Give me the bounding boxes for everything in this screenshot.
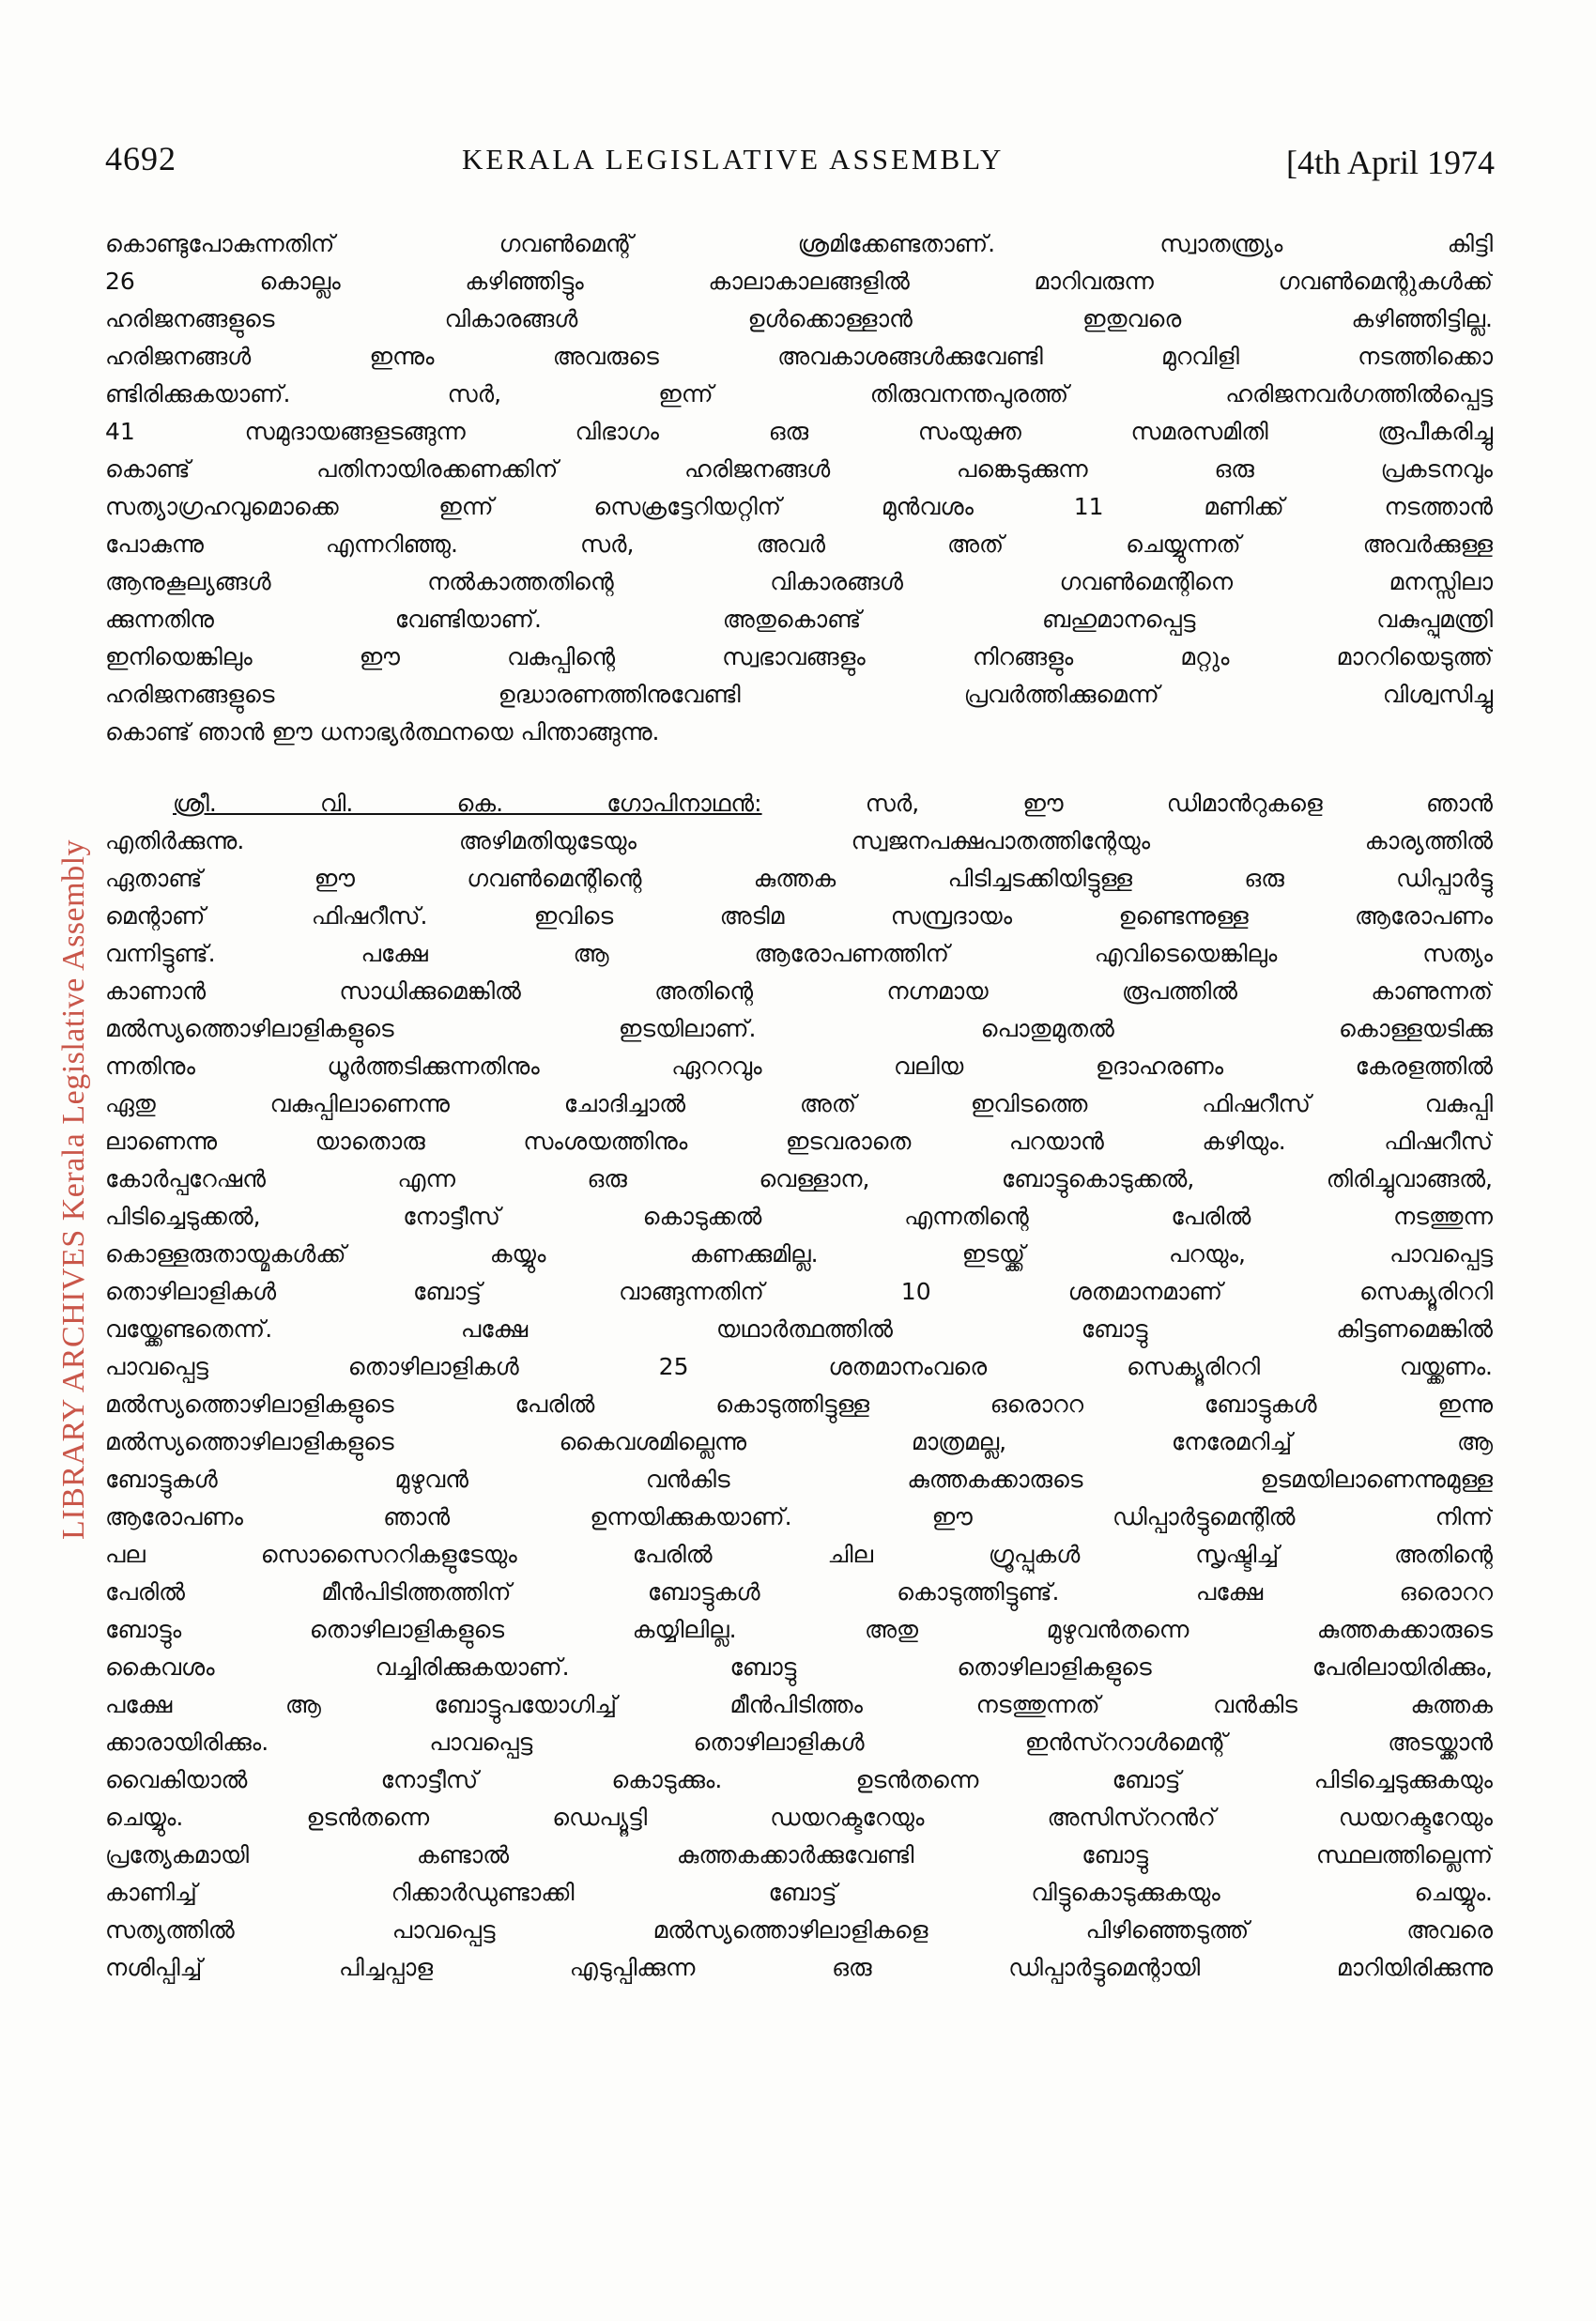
paragraph-gap (105, 751, 1493, 785)
sitting-date: [4th April 1974 (1286, 144, 1495, 181)
text-line: മെന്റാണ് ഫിഷറീസ്. ഇവിടെ അടിമ സമ്പ്രദായം ഉണ്ടെന്നുള്ള ആരോപണം (105, 902, 1493, 930)
text-line: പാവപ്പെട്ട തൊഴിലാളികൾ 25 ശതമാനംവരെ സെക്യൂരിററി വയ്ക്കണം. (105, 1353, 1493, 1380)
text-line: 41 സമുദായങ്ങളടങ്ങുന്ന വിഭാഗം ഒരു സംയുക്ത സമരസമിതി രൂപീകരിച്ചു (105, 418, 1493, 445)
running-title: KERALA LEGISLATIVE ASSEMBLY (462, 143, 1005, 176)
text-line: മൽസ്യത്തൊഴിലാളികളുടെ പേരിൽ കൊടുത്തിട്ടുള്ള ഒരൊററ ബോട്ടുകൾ ഇന്നു (105, 1391, 1493, 1418)
text-line: പോകുന്നു എന്നറിഞ്ഞു. സർ, അവർ അത് ചെയ്യുന്നത് അവർക്കുള്ള (105, 530, 1493, 558)
text-line: കാണിച്ച് റിക്കാർഡുണ്ടാക്കി ബോട്ട് വിട്ടുകൊടുക്കുകയും ചെയ്യും. (105, 1879, 1493, 1906)
text-line: എതിർക്കുന്നു. അഴിമതിയുടേയും സ്വജനപക്ഷപാതത്തിന്റേയും കാര്യത്തിൽ (105, 827, 1493, 854)
text-line: ഏതാണ്ട് ഈ ഗവൺമെന്റിന്റെ കുത്തക പിടിച്ചടക്കിയിട്ടുള്ള ഒരു ഡിപ്പാർട്ടു (105, 865, 1493, 892)
text-line: പക്ഷേ ആ ബോട്ടുപയോഗിച്ച് മീൻപിടിത്തം നടത്തുന്നത് വൻകിട കുത്തക (105, 1691, 1493, 1718)
text-line: മൽസ്യത്തൊഴിലാളികളുടെ കൈവശമില്ലെന്നു മാത്രമല്ല, നേരേമറിച്ച് ആ (105, 1428, 1493, 1455)
text-line: ക്കുന്നതിനു വേണ്ടിയാണ്. അതുകൊണ്ട് ബഹുമാനപ്പെട്ട വകുപ്പുമന്ത്രി (105, 606, 1493, 633)
text-line: കൊള്ളരുതായ്മകൾക്ക് കയ്യും കണക്കുമില്ല. ഇടയ്ക്ക് പറയും, പാവപ്പെട്ട (105, 1240, 1493, 1268)
text-line: വയ്ക്കേണ്ടതെന്ന്. പക്ഷേ യഥാർത്ഥത്തിൽ ബോട്ടു കിട്ടണമെങ്കിൽ (105, 1315, 1493, 1343)
page-header (105, 139, 1495, 186)
text-line: കൈവശം വച്ചിരിക്കുകയാണ്. ബോട്ടു തൊഴിലാളികളുടെ പേരിലായിരിക്കും, (105, 1653, 1493, 1681)
text-line: പിടിച്ചെടുക്കൽ, നോട്ടീസ് കൊടുക്കൽ എന്നതിന്റെ പേരിൽ നടത്തുന്ന (105, 1203, 1493, 1230)
text-line: സത്യത്തിൽ പാവപ്പെട്ട മൽസ്യത്തൊഴിലാളികളെ പിഴിഞ്ഞെടുത്ത് അവരെ (105, 1916, 1493, 1944)
text-line: ഹരിജനങ്ങളുടെ വികാരങ്ങൾ ഉൾക്കൊള്ളാൻ ഇതുവരെ കഴിഞ്ഞിട്ടില്ല. (105, 305, 1493, 332)
text-line: ക്കാരായിരിക്കും. പാവപ്പെട്ട തൊഴിലാളികൾ ഇൻസ്ററാൾമെന്റ് അടയ്ക്കാൻ (105, 1729, 1493, 1756)
text-line: ചെയ്യും. ഉടൻതന്നെ ഡെപ്യൂട്ടി ഡയറക്ടറേയും അസിസ്ററൻറ് ഡയറക്ടറേയും (105, 1804, 1493, 1831)
text-line: തൊഴിലാളികൾ ബോട്ട് വാങ്ങുന്നതിന് 10 ശതമാനമാണ് സെക്യൂരിററി (105, 1278, 1493, 1305)
speech-opening-text: സർ, ഈ ഡിമാൻറുകളെ ഞാൻ (865, 790, 1493, 817)
text-line: 26 കൊല്ലം കഴിഞ്ഞിട്ടും കാലാകാലങ്ങളിൽ മാറിവരുന്ന ഗവൺമെന്റുകൾക്ക് (105, 268, 1493, 295)
speaker-name: ശ്രീ. വി. കെ. ഗോപിനാഥൻ: (173, 790, 762, 817)
text-line: പ്രത്യേകമായി കണ്ടാൽ കുത്തകക്കാർക്കുവേണ്ടി ബോട്ടു സ്ഥലത്തില്ലെന്ന് (105, 1841, 1493, 1868)
speech-opening-line (105, 785, 1493, 822)
text-line: കൊണ്ട് പതിനായിരക്കണക്കിന് ഹരിജനങ്ങൾ പങ്കെടുക്കുന്ന ഒരു പ്രകടനവും (105, 455, 1493, 483)
text-line: ണ്ടിരിക്കുകയാണ്. സർ, ഇന്ന് തിരുവനന്തപുരത്ത് ഹരിജനവർഗത്തിൽപ്പെട്ട (105, 380, 1493, 407)
text-line: കൊണ്ടുപോകുന്നതിന് ഗവൺമെന്റ് ശ്രമിക്കേണ്ടതാണ്. സ്വാതന്ത്ര്യം കിട്ടി (105, 230, 1493, 257)
text-line: ന്നതിനും ധൂർത്തടിക്കുന്നതിനും ഏററവും വലിയ ഉദാഹരണം കേരളത്തിൽ (105, 1053, 1493, 1080)
text-line: വൈകിയാൽ നോട്ടീസ് കൊടുക്കും. ഉടൻതന്നെ ബോട്ട് പിടിച്ചെടുക്കുകയും (105, 1766, 1493, 1793)
text-line: ഏതു വകുപ്പിലാണെന്നു ചോദിച്ചാൽ അത് ഇവിടത്തെ ഫിഷറീസ് വകുപ്പി (105, 1090, 1493, 1117)
text-line: നശിപ്പിച്ച് പിച്ചപ്പാള എടുപ്പിക്കുന്ന ഒരു ഡിപ്പാർട്ടുമെന്റായി മാറിയിരിക്കുന്നു (105, 1954, 1493, 1981)
text-line: കോർപ്പറേഷൻ എന്ന ഒരു വെള്ളാന, ബോട്ടുകൊടുക്കൽ, തിരിച്ചുവാങ്ങൽ, (105, 1165, 1493, 1192)
text-line: സത്യാഗ്രഹവുമൊക്കെ ഇന്ന് സെക്രട്ടേറിയറ്റിന് മുൻവശം 11 മണിക്ക് നടത്താൻ (105, 493, 1493, 520)
page-number: 4692 (105, 140, 176, 177)
text-line: മൽസ്യത്തൊഴിലാളികളുടെ ഇടയിലാണ്. പൊതുമുതൽ കൊള്ളയടിക്കു (105, 1015, 1493, 1042)
text-line: കൊണ്ട് ഞാൻ ഈ ധനാഭ്യർത്ഥനയെ പിന്താങ്ങുന്നു. (105, 718, 660, 745)
text-line: കാണാൻ സാധിക്കുമെങ്കിൽ അതിന്റെ നഗ്നമായ രൂപത്തിൽ കാണുന്നത് (105, 977, 1493, 1005)
archive-stamp: LIBRARY ARCHIVES Kerala Legislative Assembly (56, 838, 91, 1540)
text-line: ബോട്ടും തൊഴിലാളികളുടെ കയ്യിലില്ല. അതു മുഴുവൻതന്നെ കുത്തകക്കാരുടെ (105, 1616, 1493, 1643)
text-line: ഹരിജനങ്ങൾ ഇന്നും അവരുടെ അവകാശങ്ങൾക്കുവേണ്ടി മുറവിളി നടത്തിക്കൊ (105, 343, 1493, 370)
text-line: ആനുകൂല്യങ്ങൾ നൽകാത്തതിന്റെ വികാരങ്ങൾ ഗവൺമെന്റിനെ മനസ്സിലാ (105, 568, 1493, 595)
paragraph-continued (105, 225, 1493, 751)
text-line: ഹരിജനങ്ങളുടെ ഉദ്ധാരണത്തിനുവേണ്ടി പ്രവർത്തിക്കുമെന്ന് വിശ്വസിച്ചു (105, 681, 1493, 708)
text-line: ആരോപണം ഞാൻ ഉന്നയിക്കുകയാണ്. ഈ ഡിപ്പാർട്ടുമെന്റിൽ നിന്ന് (105, 1503, 1493, 1530)
text-line: ഇനിയെങ്കിലും ഈ വകുപ്പിന്റെ സ്വഭാവങ്ങളും നിറങ്ങളും മറ്റും മാററിയെടുത്ത് (105, 643, 1493, 670)
text-line: വന്നിട്ടുണ്ട്. പക്ഷേ ആ ആരോപണത്തിന് എവിടെയെങ്കിലും സത്യം (105, 940, 1493, 967)
text-line: ലാണെന്നു യാതൊരു സംശയത്തിനും ഇടവരാതെ പറയാൻ കഴിയും. ഫിഷറീസ് (105, 1128, 1493, 1155)
text-line: പല സൊസൈററികളുടേയും പേരിൽ ചില ഗ്രൂപ്പുകൾ സൃഷ്ടിച്ച് അതിന്റെ (105, 1541, 1493, 1568)
text-line: ബോട്ടുകൾ മുഴുവൻ വൻകിട കുത്തകക്കാരുടെ ഉടമയിലാണെന്നുമുള്ള (105, 1466, 1493, 1493)
paragraph-speech (105, 822, 1493, 1987)
proceedings-text (105, 225, 1493, 1987)
text-line: പേരിൽ മീൻപിടിത്തത്തിന് ബോട്ടുകൾ കൊടുത്തിട്ടുണ്ട്. പക്ഷേ ഒരൊററ (105, 1578, 1493, 1606)
